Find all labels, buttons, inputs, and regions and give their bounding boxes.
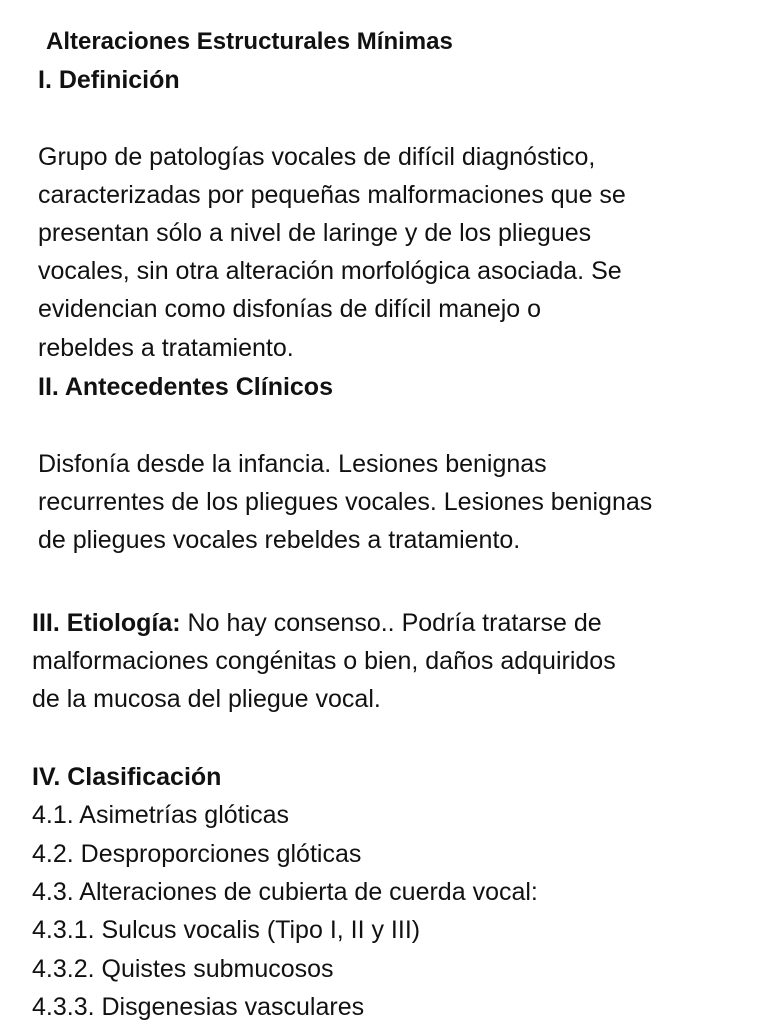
etiologia-text: No hay consenso.. Podría tratarse de xyxy=(180,609,602,637)
etiologia-line: malformaciones congénitas o bien, daños adquiridos xyxy=(32,647,616,675)
antecedentes-line: recurrentes de los pliegues vocales. Lesiones benignas xyxy=(38,488,653,516)
document-title: Alteraciones Estructurales Mínimas xyxy=(46,28,453,55)
clasificacion-item: 4.3. Alteraciones de cubierta de cuerda vocal: xyxy=(32,878,538,906)
clasificacion-item: 4.3.1. Sulcus vocalis (Tipo I, II y III) xyxy=(32,916,421,944)
clasificacion-item: 4.1. Asimetrías glóticas xyxy=(32,801,290,829)
antecedentes-line: de pliegues vocales rebeldes a tratamiento. xyxy=(38,526,521,554)
clasificacion-item: 4.3.3. Disgenesias vasculares xyxy=(32,993,365,1021)
definicion-line: evidencian como disfonías de difícil manejo o xyxy=(38,295,542,323)
antecedentes-line: Disfonía desde la infancia. Lesiones benignas xyxy=(38,450,547,478)
etiologia-first-line xyxy=(32,604,602,642)
section-heading-etiologia: III. Etiología: xyxy=(32,609,181,637)
definicion-line: vocales, sin otra alteración morfológica asociada. Se xyxy=(38,257,622,285)
section-heading-antecedentes: II. Antecedentes Clínicos xyxy=(38,373,333,401)
section-heading-clasificacion: IV. Clasificación xyxy=(32,763,222,791)
definicion-line: caracterizadas por pequeñas malformaciones que se xyxy=(38,181,626,209)
section-heading-definicion: I. Definición xyxy=(38,66,180,94)
clasificacion-item: 4.2. Desproporciones glóticas xyxy=(32,840,362,868)
clasificacion-item: 4.3.2. Quistes submucosos xyxy=(32,955,334,983)
definicion-line: rebeldes a tratamiento. xyxy=(38,334,294,362)
definicion-line: Grupo de patologías vocales de difícil diagnóstico, xyxy=(38,143,596,171)
etiologia-line: de la mucosa del pliegue vocal. xyxy=(32,685,381,713)
definicion-line: presentan sólo a nivel de laringe y de los pliegues xyxy=(38,219,592,247)
